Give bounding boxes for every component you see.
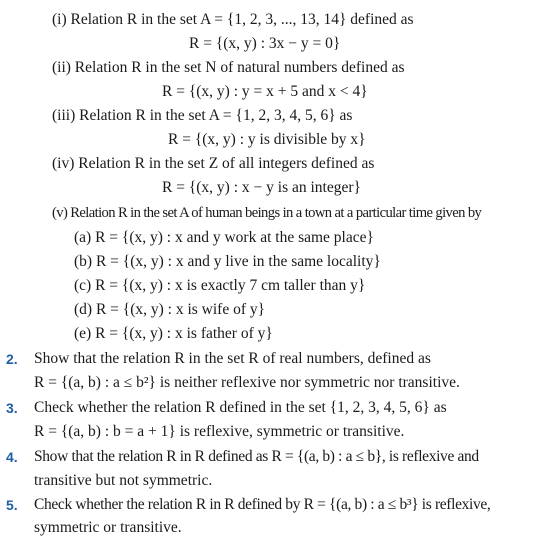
- subsubitem-a: (a) R = {(x, y) : x and y work at the same place}: [74, 229, 374, 246]
- question-2-line-2: R = {(a, b) : a ≤ b²} is neither reflexive nor symmetric nor transitive.: [34, 374, 460, 391]
- subitem-i-line-2: R = {(x, y) : 3x − y = 0}: [189, 35, 341, 52]
- subsubitem-c: (c) R = {(x, y) : x is exactly 7 cm taller than y}: [74, 277, 366, 294]
- question-4-number: 4.: [6, 449, 18, 465]
- question-5-line-1: Check whether the relation R in R defined by R = {(a, b) : a ≤ b³} is reflexive,: [34, 496, 491, 513]
- subitem-iv-line-1: (iv) Relation R in the set Z of all integers defined as: [52, 155, 375, 172]
- subitem-ii-line-2: R = {(x, y) : y = x + 5 and x < 4}: [162, 83, 368, 100]
- question-2-number: 2.: [6, 351, 18, 367]
- subitem-v-line-1: (v) Relation R in the set A of human beings in a town at a particular time given by: [52, 205, 482, 221]
- question-3-line-1: Check whether the relation R defined in the set {1, 2, 3, 4, 5, 6} as: [34, 399, 447, 416]
- subitem-iv-line-2: R = {(x, y) : x − y is an integer}: [162, 179, 361, 196]
- subitem-ii-line-1: (ii) Relation R in the set N of natural numbers defined as: [52, 59, 405, 76]
- question-5-number: 5.: [6, 497, 18, 513]
- question-4-line-2: transitive but not symmetric.: [34, 472, 213, 489]
- subitem-iii-line-1: (iii) Relation R in the set A = {1, 2, 3, 4, 5, 6} as: [52, 107, 353, 124]
- subsubitem-e: (e) R = {(x, y) : x is father of y}: [74, 325, 273, 342]
- subitem-i-line-1: (i) Relation R in the set A = {1, 2, 3, ..., 13, 14} defined as: [52, 11, 414, 28]
- question-3-number: 3.: [6, 400, 18, 416]
- question-5-line-2: symmetric or transitive.: [34, 519, 182, 536]
- subitem-iii-line-2: R = {(x, y) : y is divisible by x}: [168, 131, 366, 148]
- question-4-line-1: Show that the relation R in R defined as R = {(a, b) : a ≤ b}, is reflexive and: [34, 448, 479, 465]
- subsubitem-b: (b) R = {(x, y) : x and y live in the same locality}: [74, 253, 381, 270]
- subsubitem-d: (d) R = {(x, y) : x is wife of y}: [74, 301, 266, 318]
- question-2-line-1: Show that the relation R in the set R of real numbers, defined as: [34, 350, 431, 367]
- question-3-line-2: R = {(a, b) : b = a + 1} is reflexive, symmetric or transitive.: [34, 423, 405, 440]
